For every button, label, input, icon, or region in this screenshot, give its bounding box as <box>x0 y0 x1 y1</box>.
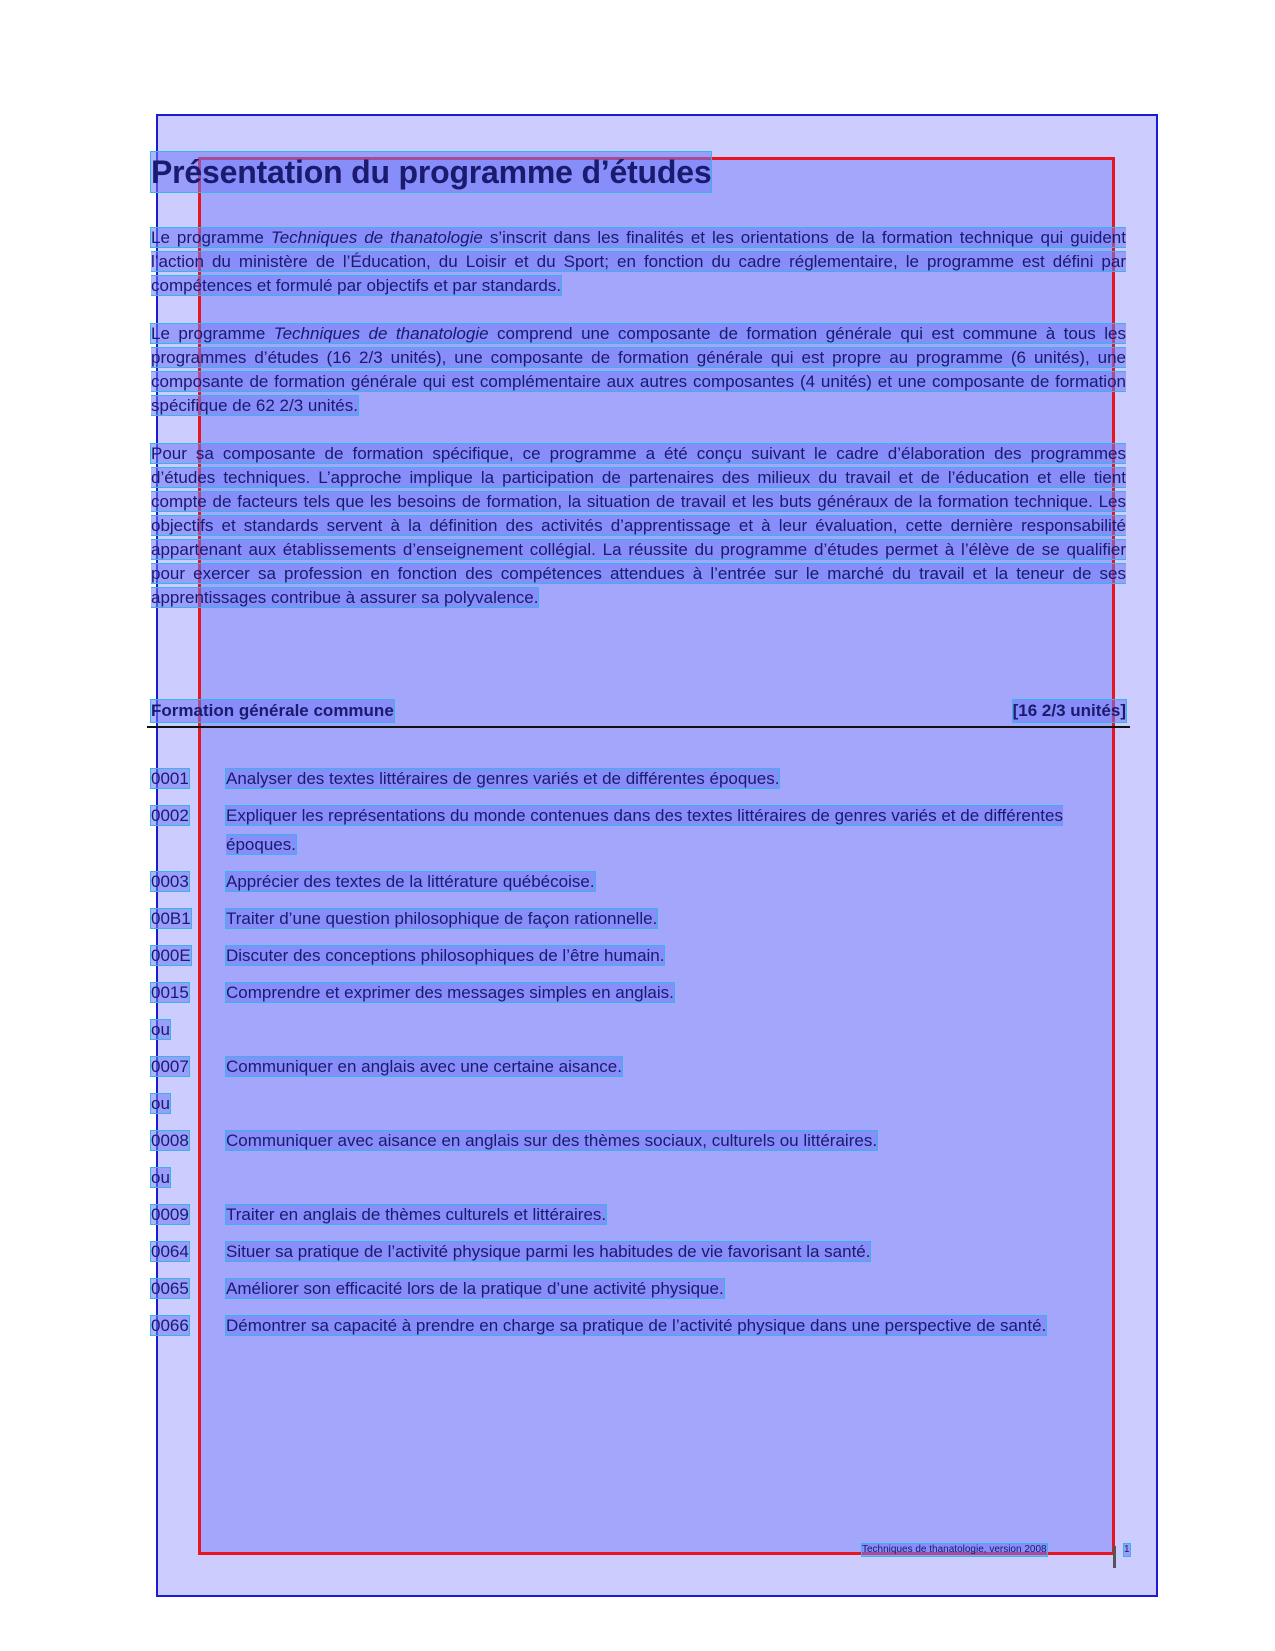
program-name-italic: Techniques de thanatologie <box>270 228 483 247</box>
paragraph-1-lead: Le programme <box>151 228 271 247</box>
competency-row <box>151 764 1126 793</box>
page-title: Présentation du programme d’études <box>151 154 712 190</box>
competency-row <box>151 1237 1126 1266</box>
alternative-separator <box>151 1163 1126 1192</box>
competency-row <box>151 801 1126 859</box>
footer-running-title: Techniques de thanatologie, version 2008 <box>862 1544 1047 1555</box>
paragraph-2-lead: Le programme <box>151 324 274 343</box>
competency-text: Analyser des textes littéraires de genres variés et de différentes époques. <box>226 769 780 788</box>
competency-row <box>151 978 1126 1007</box>
page-content <box>151 152 1126 1348</box>
competency-code: 0066 <box>151 1316 189 1335</box>
competency-row <box>151 1200 1126 1229</box>
competency-code: 0009 <box>151 1205 189 1224</box>
competency-text: Comprendre et exprimer des messages simples en anglais. <box>226 983 674 1002</box>
competency-row <box>151 867 1126 896</box>
competency-code: 0064 <box>151 1242 189 1261</box>
competency-text: Traiter en anglais de thèmes culturels et littéraires. <box>226 1205 607 1224</box>
ou-label: ou <box>151 1020 170 1039</box>
competency-code: 00B1 <box>151 909 191 928</box>
competency-code: 0065 <box>151 1279 189 1298</box>
competency-code: 000E <box>151 946 191 965</box>
competency-text: Communiquer en anglais avec une certaine aisance. <box>226 1057 622 1076</box>
section-header <box>147 700 1130 728</box>
competency-list <box>151 764 1126 1340</box>
competency-row <box>151 1052 1126 1081</box>
section-title: Formation générale commune <box>151 701 394 720</box>
ou-label: ou <box>151 1094 170 1113</box>
paragraph-2-body: comprend une composante de formation générale qui est commune à tous les programmes d’études (16 2/3 unités), une composante de formation générale qui est propre au programme (6 unités), une composante de formation générale qui est complémentaire aux autres composantes (4 unités) et une composante de formation spécifique de 62 2/3 unités. <box>151 324 1126 415</box>
competency-code: 0002 <box>151 806 189 825</box>
competency-code: 0007 <box>151 1057 189 1076</box>
competency-text: Discuter des conceptions philosophiques de l’être humain. <box>226 946 665 965</box>
section-units: [16 2/3 unités] <box>1012 701 1126 720</box>
competency-text: Améliorer son efficacité lors de la pratique d’une activité physique. <box>226 1279 724 1298</box>
competency-text: Expliquer les représentations du monde contenues dans des textes littéraires de genres variés et de différentes époques. <box>226 806 1063 854</box>
competency-code: 0001 <box>151 769 189 788</box>
competency-text: Situer sa pratique de l’activité physique parmi les habitudes de vie favorisant la santé. <box>226 1242 871 1261</box>
competency-text: Communiquer avec aisance en anglais sur des thèmes sociaux, culturels ou littéraires. <box>226 1131 878 1150</box>
alternative-separator <box>151 1089 1126 1118</box>
competency-row <box>151 1274 1126 1303</box>
intro-paragraph-3 <box>151 442 1126 610</box>
paragraph-3-body: Pour sa composante de formation spécifique, ce programme a été conçu suivant le cadre d’élaboration des programmes d’études techniques. L’approche implique la participation de partenaires des milieux du travail et de l’éducation et elle tient compte de facteurs tels que les besoins de formation, la situation de travail et les buts généraux de la formation technique. Les objectifs et standards servent à la définition des activités d’apprentissage et à leur évaluation, cette dernière responsabilité appartenant aux établissements d’enseignement collégial. La réussite du programme d’études permet à l’élève de se qualifier pour exercer sa profession en fonction des compétences attendues à l’entrée sur le marché du travail et la teneur de ses apprentissages contribue à assurer sa polyvalence. <box>151 444 1126 607</box>
competency-row <box>151 1311 1126 1340</box>
competency-text: Traiter d’une question philosophique de façon rationnelle. <box>226 909 658 928</box>
ou-label: ou <box>151 1168 170 1187</box>
competency-code: 0015 <box>151 983 189 1002</box>
competency-code: 0003 <box>151 872 189 891</box>
page-number: 1 <box>1124 1544 1130 1555</box>
competency-text: Apprécier des textes de la littérature québécoise. <box>226 872 595 891</box>
competency-text: Démontrer sa capacité à prendre en charge sa pratique de l’activité physique dans une perspective de santé. <box>226 1316 1047 1335</box>
footer-marker <box>1113 1546 1116 1568</box>
competency-row <box>151 904 1126 933</box>
paragraph-1-body: s’inscrit dans les finalités et les orientations de la formation technique qui guident l’action du ministère de l’Éducation, du Loisir et du Sport; en fonction du cadre réglementaire, le programme est défini par compétences et formulé par objectifs et par standards. <box>151 228 1126 295</box>
intro-paragraph-1 <box>151 226 1126 298</box>
competency-row <box>151 941 1126 970</box>
competency-row <box>151 1126 1126 1155</box>
intro-paragraph-2 <box>151 322 1126 418</box>
competency-code: 0008 <box>151 1131 189 1150</box>
program-name-italic: Techniques de thanatologie <box>273 324 489 343</box>
alternative-separator <box>151 1015 1126 1044</box>
